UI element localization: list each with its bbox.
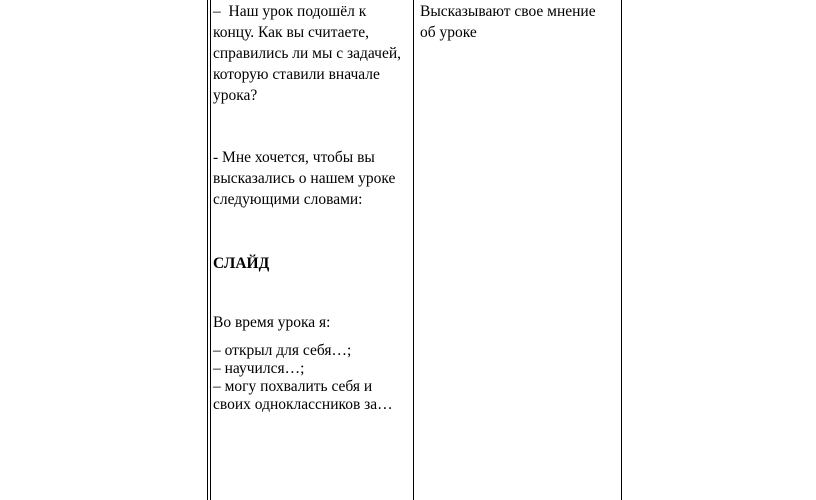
question-line: справились ли мы с задачей, — [213, 45, 402, 62]
table-border-right — [621, 0, 622, 500]
prompt-item: – научился…; — [213, 360, 305, 377]
question-line: – Наш урок подошёл к — [213, 3, 367, 20]
slide-label: СЛАЙД — [213, 255, 270, 272]
prompt-intro: Во время урока я: — [213, 314, 331, 331]
prompt-item: – открыл для себя…; — [213, 342, 352, 359]
table-border-left — [207, 0, 208, 500]
request-line: - Мне хочется, чтобы вы — [213, 149, 375, 166]
request-line: высказались о нашем уроке — [213, 170, 396, 187]
question-line: концу. Как вы считаете, — [213, 24, 369, 41]
prompt-item: – могу похвалить себя и — [213, 378, 373, 395]
student-response-line: об уроке — [420, 24, 477, 41]
question-line: урока? — [213, 87, 258, 104]
request-line: следующими словами: — [213, 191, 363, 208]
prompt-item: своих одноклассников за… — [213, 396, 393, 413]
question-line: которую ставили вначале — [213, 66, 380, 83]
student-response-line: Высказывают свое мнение — [420, 3, 596, 20]
table-border-left-inner — [210, 0, 211, 500]
table-column-divider — [413, 0, 414, 500]
